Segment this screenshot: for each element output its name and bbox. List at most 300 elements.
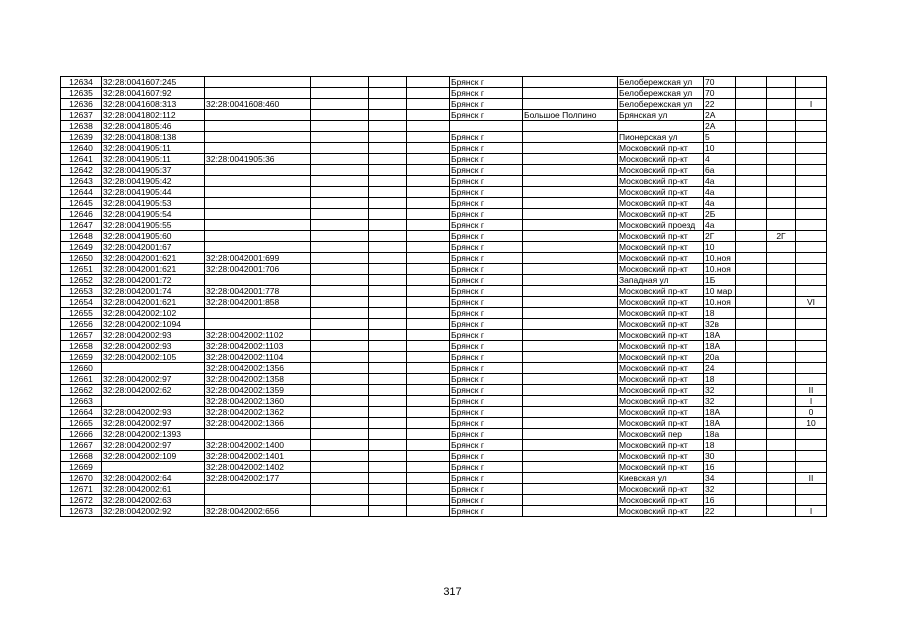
cell-roman-numeral (796, 363, 827, 374)
cell-city: Брянск г (450, 374, 523, 385)
cell-blank-col-b (369, 418, 407, 429)
cell-settlement (523, 286, 618, 297)
cell-cadastral-number: 32:28:0042002:97 (102, 418, 205, 429)
cell-linked-cadastral-number (205, 209, 311, 220)
cell-blank-col-c (407, 187, 450, 198)
cell-blank-col-c (407, 132, 450, 143)
cell-street: Московский пр-кт (618, 440, 704, 451)
cell-street: Московский пр-кт (618, 451, 704, 462)
cell-cadastral-number: 32:28:0041607:92 (102, 88, 205, 99)
cell-cadastral-number: 32:28:0042002:92 (102, 506, 205, 517)
cell-blank-col-b (369, 198, 407, 209)
table-row (61, 209, 827, 220)
cell-linked-cadastral-number (205, 165, 311, 176)
cell-row-number: 12645 (61, 198, 102, 209)
cell-street: Московский проезд (618, 220, 704, 231)
cell-row-number: 12659 (61, 352, 102, 363)
cell-linked-cadastral-number (205, 132, 311, 143)
cell-row-number: 12661 (61, 374, 102, 385)
cell-row-number: 12673 (61, 506, 102, 517)
cell-house-number: 4а (704, 187, 736, 198)
table-row (61, 451, 827, 462)
cell-linked-cadastral-number: 32:28:0042002:1103 (205, 341, 311, 352)
cell-structure (767, 352, 796, 363)
cell-building (736, 440, 767, 451)
cell-roman-numeral (796, 88, 827, 99)
cell-building (736, 506, 767, 517)
cell-street: Московский пр-кт (618, 209, 704, 220)
cell-structure (767, 418, 796, 429)
cell-city: Брянск г (450, 110, 523, 121)
cell-roman-numeral (796, 176, 827, 187)
cell-blank-col-a (311, 209, 369, 220)
cell-blank-col-a (311, 99, 369, 110)
cell-building (736, 121, 767, 132)
cell-roman-numeral (796, 484, 827, 495)
cell-roman-numeral (796, 187, 827, 198)
cell-blank-col-a (311, 132, 369, 143)
cell-structure (767, 143, 796, 154)
cell-structure: 2Г (767, 231, 796, 242)
cell-blank-col-c (407, 506, 450, 517)
cell-row-number: 12649 (61, 242, 102, 253)
cell-blank-col-a (311, 77, 369, 88)
cell-house-number: 22 (704, 99, 736, 110)
cell-roman-numeral (796, 264, 827, 275)
cell-blank-col-a (311, 264, 369, 275)
cell-blank-col-b (369, 374, 407, 385)
table-row (61, 154, 827, 165)
cell-settlement (523, 275, 618, 286)
cell-house-number: 18А (704, 407, 736, 418)
cell-cadastral-number: 32:28:0041808:138 (102, 132, 205, 143)
table-row (61, 187, 827, 198)
table-row (61, 473, 827, 484)
cell-cadastral-number: 32:28:0042002:93 (102, 341, 205, 352)
cell-blank-col-a (311, 473, 369, 484)
cell-house-number: 6а (704, 165, 736, 176)
registry-table (60, 76, 827, 517)
cell-blank-col-c (407, 253, 450, 264)
cell-blank-col-b (369, 341, 407, 352)
cell-house-number: 4 (704, 154, 736, 165)
cell-city: Брянск г (450, 484, 523, 495)
cell-roman-numeral (796, 440, 827, 451)
cell-cadastral-number: 32:28:0042001:74 (102, 286, 205, 297)
cell-roman-numeral: 0 (796, 407, 827, 418)
cell-building (736, 110, 767, 121)
cell-street: Московский пр-кт (618, 308, 704, 319)
cell-street: Московский пр-кт (618, 385, 704, 396)
cell-row-number: 12642 (61, 165, 102, 176)
cell-blank-col-b (369, 297, 407, 308)
cell-settlement (523, 209, 618, 220)
cell-blank-col-b (369, 506, 407, 517)
table-row (61, 176, 827, 187)
cell-structure (767, 473, 796, 484)
cell-blank-col-c (407, 121, 450, 132)
cell-building (736, 275, 767, 286)
cell-city: Брянск г (450, 451, 523, 462)
cell-street: Московский пр-кт (618, 187, 704, 198)
cell-roman-numeral (796, 121, 827, 132)
cell-cadastral-number: 32:28:0041608:313 (102, 99, 205, 110)
cell-city: Брянск г (450, 352, 523, 363)
cell-house-number: 18 (704, 374, 736, 385)
cell-linked-cadastral-number: 32:28:0042002:1400 (205, 440, 311, 451)
cell-roman-numeral: II (796, 385, 827, 396)
table-row (61, 88, 827, 99)
cell-blank-col-a (311, 506, 369, 517)
cell-house-number: 4а (704, 220, 736, 231)
cell-settlement (523, 473, 618, 484)
cell-blank-col-a (311, 341, 369, 352)
table-row (61, 297, 827, 308)
cell-settlement (523, 242, 618, 253)
cell-structure (767, 253, 796, 264)
cell-roman-numeral (796, 308, 827, 319)
cell-city: Брянск г (450, 341, 523, 352)
cell-house-number: 32в (704, 319, 736, 330)
cell-row-number: 12656 (61, 319, 102, 330)
cell-city: Брянск г (450, 473, 523, 484)
cell-cadastral-number: 32:28:0041905:60 (102, 231, 205, 242)
cell-building (736, 473, 767, 484)
cell-city: Брянск г (450, 231, 523, 242)
cell-row-number: 12634 (61, 77, 102, 88)
cell-blank-col-b (369, 253, 407, 264)
cell-cadastral-number: 32:28:0042002:105 (102, 352, 205, 363)
cell-blank-col-c (407, 110, 450, 121)
cell-building (736, 385, 767, 396)
cell-city: Брянск г (450, 187, 523, 198)
cell-roman-numeral (796, 110, 827, 121)
cell-blank-col-b (369, 275, 407, 286)
cell-roman-numeral (796, 462, 827, 473)
cell-settlement (523, 462, 618, 473)
cell-roman-numeral (796, 451, 827, 462)
cell-house-number: 18а (704, 429, 736, 440)
cell-house-number: 10.ноя (704, 253, 736, 264)
cell-row-number: 12671 (61, 484, 102, 495)
cell-street: Московский пр-кт (618, 242, 704, 253)
cell-city: Брянск г (450, 308, 523, 319)
cell-blank-col-b (369, 407, 407, 418)
cell-structure (767, 297, 796, 308)
cell-row-number: 12648 (61, 231, 102, 242)
cell-city: Брянск г (450, 418, 523, 429)
cell-blank-col-a (311, 187, 369, 198)
cell-settlement (523, 495, 618, 506)
cell-roman-numeral: I (796, 506, 827, 517)
cell-blank-col-a (311, 110, 369, 121)
table-row (61, 121, 827, 132)
cell-cadastral-number (102, 363, 205, 374)
cell-street: Московский пр-кт (618, 143, 704, 154)
cell-row-number: 12668 (61, 451, 102, 462)
cell-cadastral-number: 32:28:0041905:53 (102, 198, 205, 209)
cell-building (736, 198, 767, 209)
cell-house-number: 4а (704, 176, 736, 187)
cell-blank-col-c (407, 220, 450, 231)
cell-linked-cadastral-number (205, 77, 311, 88)
cell-row-number: 12640 (61, 143, 102, 154)
cell-structure (767, 308, 796, 319)
cell-structure (767, 495, 796, 506)
cell-structure (767, 462, 796, 473)
cell-row-number: 12664 (61, 407, 102, 418)
cell-blank-col-b (369, 88, 407, 99)
cell-blank-col-c (407, 264, 450, 275)
cell-house-number: 2А (704, 110, 736, 121)
cell-blank-col-c (407, 440, 450, 451)
cell-city: Брянск г (450, 407, 523, 418)
cell-cadastral-number: 32:28:0041905:11 (102, 154, 205, 165)
cell-linked-cadastral-number: 32:28:0042002:1360 (205, 396, 311, 407)
cell-house-number: 30 (704, 451, 736, 462)
cell-structure (767, 484, 796, 495)
cell-blank-col-b (369, 429, 407, 440)
cell-street: Московский пр-кт (618, 506, 704, 517)
cell-structure (767, 396, 796, 407)
table-row (61, 99, 827, 110)
cell-blank-col-b (369, 176, 407, 187)
cell-building (736, 242, 767, 253)
cell-settlement (523, 264, 618, 275)
cell-structure (767, 330, 796, 341)
cell-settlement: Большое Полпино (523, 110, 618, 121)
cell-blank-col-a (311, 462, 369, 473)
cell-linked-cadastral-number: 32:28:0042002:1356 (205, 363, 311, 374)
cell-blank-col-b (369, 99, 407, 110)
cell-roman-numeral (796, 132, 827, 143)
cell-house-number: 18 (704, 308, 736, 319)
table-row (61, 132, 827, 143)
cell-cadastral-number: 32:28:0042001:621 (102, 297, 205, 308)
cell-blank-col-b (369, 110, 407, 121)
cell-street: Белобережская ул (618, 88, 704, 99)
cell-cadastral-number (102, 462, 205, 473)
cell-roman-numeral (796, 77, 827, 88)
cell-city: Брянск г (450, 440, 523, 451)
cell-structure (767, 77, 796, 88)
cell-row-number: 12657 (61, 330, 102, 341)
cell-building (736, 429, 767, 440)
cell-blank-col-a (311, 330, 369, 341)
cell-city: Брянск г (450, 88, 523, 99)
cell-blank-col-a (311, 484, 369, 495)
cell-blank-col-b (369, 187, 407, 198)
cell-building (736, 187, 767, 198)
cell-settlement (523, 132, 618, 143)
cell-building (736, 407, 767, 418)
table-row (61, 352, 827, 363)
cell-house-number: 18А (704, 330, 736, 341)
cell-blank-col-b (369, 473, 407, 484)
cell-city: Брянск г (450, 462, 523, 473)
cell-blank-col-b (369, 286, 407, 297)
cell-house-number: 2А (704, 121, 736, 132)
cell-blank-col-a (311, 143, 369, 154)
cell-blank-col-a (311, 451, 369, 462)
cell-blank-col-b (369, 462, 407, 473)
cell-street: Московский пр-кт (618, 165, 704, 176)
cell-blank-col-a (311, 88, 369, 99)
cell-roman-numeral: I (796, 99, 827, 110)
cell-blank-col-b (369, 495, 407, 506)
cell-row-number: 12666 (61, 429, 102, 440)
cell-linked-cadastral-number (205, 110, 311, 121)
table-row (61, 440, 827, 451)
cell-cadastral-number: 32:28:0042002:93 (102, 407, 205, 418)
cell-house-number: 10.ноя (704, 264, 736, 275)
table-row (61, 341, 827, 352)
cell-building (736, 319, 767, 330)
cell-cadastral-number: 32:28:0041905:44 (102, 187, 205, 198)
cell-linked-cadastral-number: 32:28:0042002:1102 (205, 330, 311, 341)
cell-settlement (523, 418, 618, 429)
cell-cadastral-number: 32:28:0042002:1094 (102, 319, 205, 330)
cell-building (736, 264, 767, 275)
cell-blank-col-b (369, 352, 407, 363)
cell-building (736, 286, 767, 297)
cell-linked-cadastral-number (205, 495, 311, 506)
cell-blank-col-a (311, 297, 369, 308)
table-row (61, 286, 827, 297)
cell-cadastral-number: 32:28:0042002:62 (102, 385, 205, 396)
cell-cadastral-number: 32:28:0041905:11 (102, 143, 205, 154)
cell-blank-col-a (311, 352, 369, 363)
cell-settlement (523, 407, 618, 418)
cell-city: Брянск г (450, 385, 523, 396)
cell-city: Брянск г (450, 99, 523, 110)
cell-blank-col-a (311, 429, 369, 440)
cell-settlement (523, 484, 618, 495)
cell-structure (767, 264, 796, 275)
cell-roman-numeral (796, 319, 827, 330)
cell-blank-col-b (369, 440, 407, 451)
cell-street: Московский пр-кт (618, 418, 704, 429)
cell-street: Московский пр-кт (618, 352, 704, 363)
cell-linked-cadastral-number: 32:28:0041608:460 (205, 99, 311, 110)
cell-linked-cadastral-number: 32:28:0042002:177 (205, 473, 311, 484)
cell-linked-cadastral-number (205, 187, 311, 198)
cell-roman-numeral (796, 198, 827, 209)
cell-cadastral-number: 32:28:0042001:72 (102, 275, 205, 286)
cell-blank-col-b (369, 77, 407, 88)
cell-settlement (523, 231, 618, 242)
table-row (61, 275, 827, 286)
cell-house-number: 22 (704, 506, 736, 517)
cell-settlement (523, 385, 618, 396)
cell-roman-numeral (796, 154, 827, 165)
cell-house-number: 32 (704, 385, 736, 396)
cell-house-number: 2Б (704, 209, 736, 220)
cell-city: Брянск г (450, 286, 523, 297)
cell-row-number: 12653 (61, 286, 102, 297)
cell-blank-col-a (311, 396, 369, 407)
cell-linked-cadastral-number (205, 121, 311, 132)
cell-house-number: 20а (704, 352, 736, 363)
cell-structure (767, 176, 796, 187)
cell-house-number: 24 (704, 363, 736, 374)
cell-roman-numeral: I (796, 396, 827, 407)
cell-city: Брянск г (450, 396, 523, 407)
cell-cadastral-number (102, 396, 205, 407)
cell-building (736, 495, 767, 506)
table-row (61, 429, 827, 440)
cell-blank-col-b (369, 451, 407, 462)
cell-row-number: 12660 (61, 363, 102, 374)
cell-linked-cadastral-number: 32:28:0042001:699 (205, 253, 311, 264)
cell-city: Брянск г (450, 363, 523, 374)
cell-building (736, 363, 767, 374)
cell-cadastral-number: 32:28:0042002:61 (102, 484, 205, 495)
cell-linked-cadastral-number (205, 231, 311, 242)
cell-building (736, 253, 767, 264)
cell-blank-col-b (369, 143, 407, 154)
cell-blank-col-c (407, 473, 450, 484)
cell-city: Брянск г (450, 176, 523, 187)
cell-cadastral-number: 32:28:0042002:97 (102, 374, 205, 385)
cell-row-number: 12658 (61, 341, 102, 352)
cell-linked-cadastral-number: 32:28:0042002:656 (205, 506, 311, 517)
cell-blank-col-a (311, 495, 369, 506)
cell-structure (767, 429, 796, 440)
cell-structure (767, 286, 796, 297)
cell-blank-col-a (311, 418, 369, 429)
cell-structure (767, 506, 796, 517)
cell-structure (767, 165, 796, 176)
cell-linked-cadastral-number (205, 220, 311, 231)
cell-cadastral-number: 32:28:0041802:112 (102, 110, 205, 121)
cell-house-number: 32 (704, 484, 736, 495)
cell-roman-numeral (796, 231, 827, 242)
cell-building (736, 88, 767, 99)
cell-settlement (523, 253, 618, 264)
cell-structure (767, 407, 796, 418)
cell-building (736, 308, 767, 319)
cell-city: Брянск г (450, 143, 523, 154)
cell-structure (767, 209, 796, 220)
cell-blank-col-c (407, 154, 450, 165)
cell-building (736, 176, 767, 187)
cell-blank-col-a (311, 286, 369, 297)
cell-linked-cadastral-number (205, 88, 311, 99)
cell-blank-col-c (407, 88, 450, 99)
cell-structure (767, 440, 796, 451)
cell-structure (767, 242, 796, 253)
cell-blank-col-a (311, 407, 369, 418)
cell-row-number: 12647 (61, 220, 102, 231)
cell-city: Брянск г (450, 275, 523, 286)
cell-city: Брянск г (450, 198, 523, 209)
table-row (61, 495, 827, 506)
cell-blank-col-b (369, 154, 407, 165)
cell-blank-col-c (407, 418, 450, 429)
cell-street: Московский пр-кт (618, 495, 704, 506)
cell-house-number: 18А (704, 341, 736, 352)
cell-street: Пионерская ул (618, 132, 704, 143)
cell-roman-numeral: 10 (796, 418, 827, 429)
table-row (61, 319, 827, 330)
cell-linked-cadastral-number: 32:28:0042002:1366 (205, 418, 311, 429)
cell-street (618, 121, 704, 132)
cell-blank-col-a (311, 165, 369, 176)
cell-building (736, 330, 767, 341)
table-row (61, 308, 827, 319)
cell-house-number: 5 (704, 132, 736, 143)
